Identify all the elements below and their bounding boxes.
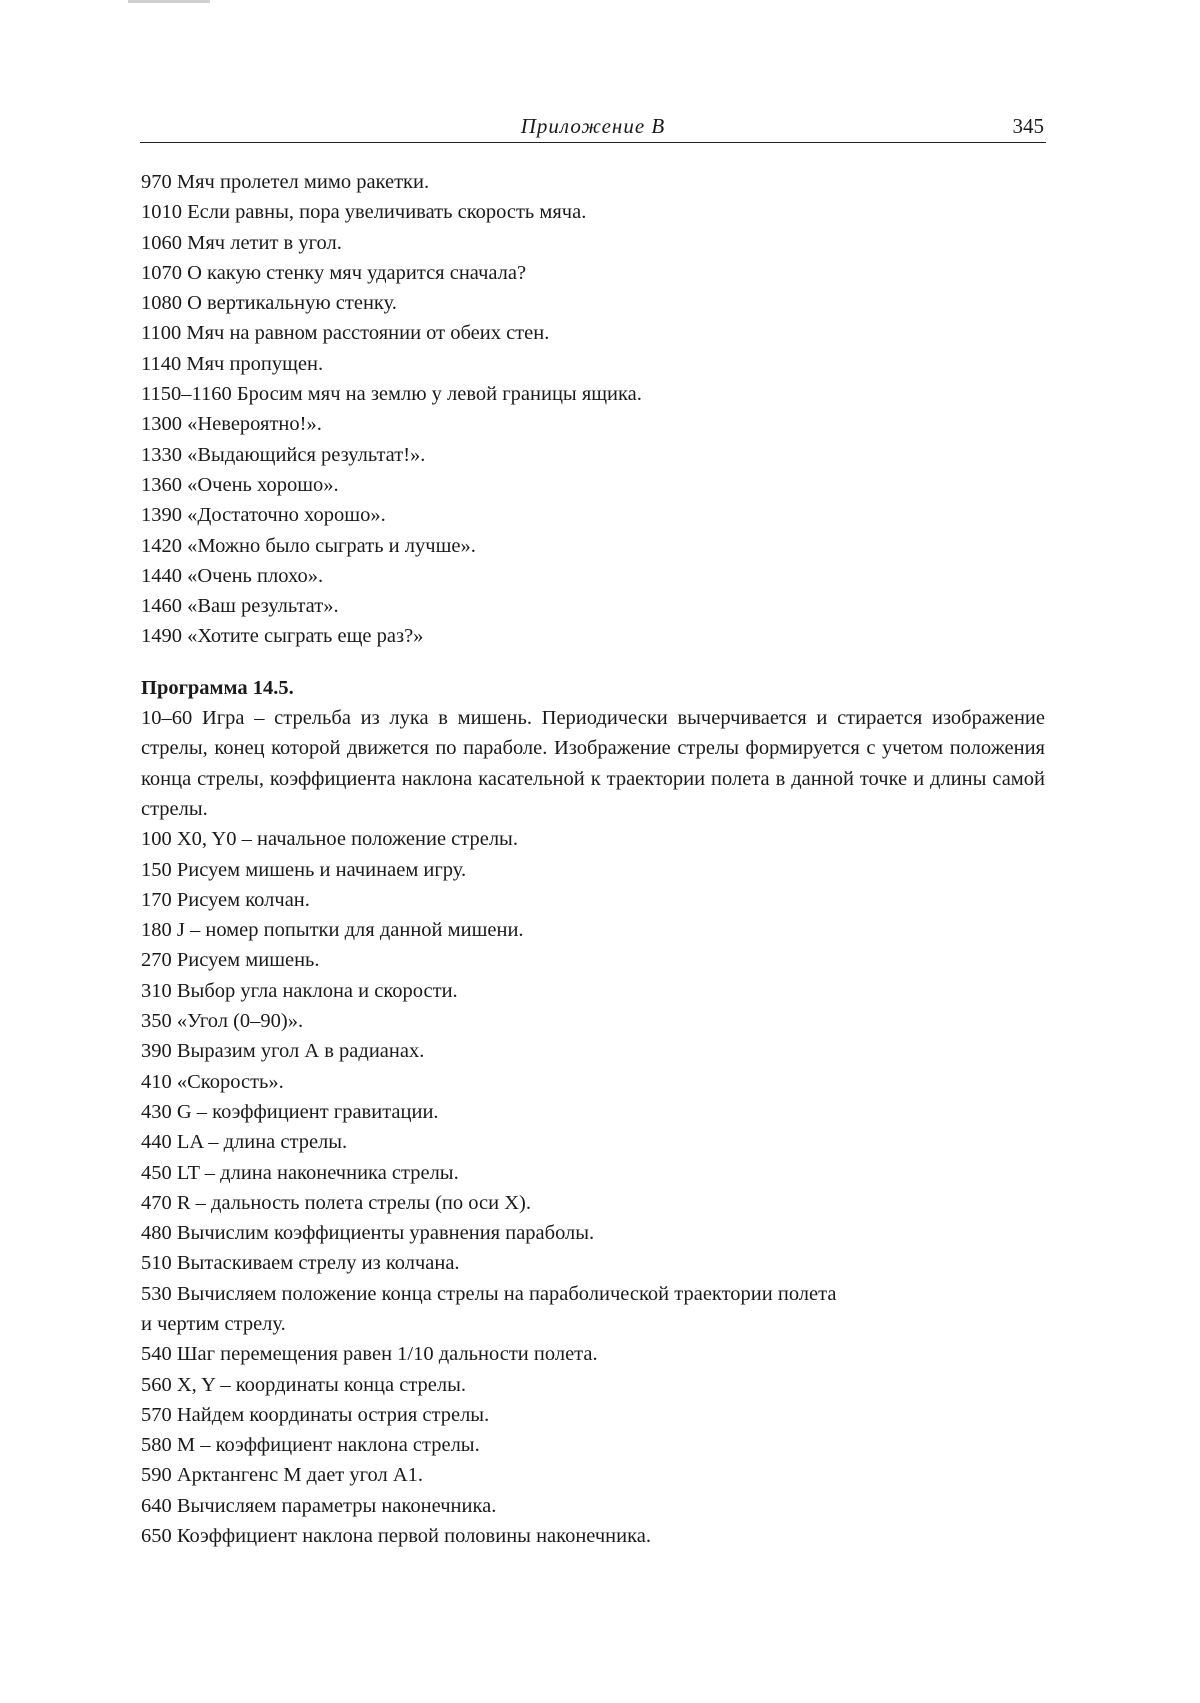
note-line: 180 J – номер попытки для данной мишени. [141,919,524,942]
note-line: 1490 «Хотите сыграть еще раз?» [141,625,424,648]
note-line: 270 Рисуем мишень. [141,949,320,972]
program-intro-paragraph: 10–60 Игра – стрельба из лука в мишень. Периодически вычерчивается и стирается изображение стрелы, конец которой движется по параболе. Изображение стрелы формируется с учетом положения конца стрелы, коэффициента наклона касательной к траектории полета в данной точке и длины самой стрелы. [141,707,1045,820]
note-line: 1150–1160 Бросим мяч на землю у левой границы ящика. [141,383,642,406]
note-line: и чертим стрелу. [141,1312,286,1335]
note-line: 1010 Если равны, пора увеличивать скорость мяча. [141,201,587,224]
note-line: 570 Найдем координаты острия стрелы. [141,1403,490,1426]
note-line: 510 Вытаскиваем стрелу из колчана. [141,1252,460,1275]
page-body [141,167,1045,1551]
note-line: 390 Выразим угол А в радианах. [141,1040,425,1063]
note-line: 430 G – коэффициент гравитации. [141,1100,439,1123]
running-head [140,112,1046,143]
note-line: 480 Вычислим коэффициенты уравнения параболы. [141,1222,595,1245]
note-line: 310 Выбор угла наклона и скорости. [141,979,458,1002]
note-line: 1140 Мяч пропущен. [141,352,324,375]
note-line: 1420 «Можно было сыграть и лучше». [141,534,476,557]
note-line: 1300 «Невероятно!». [141,413,322,436]
note-line: 640 Вычисляем параметры наконечника. [141,1494,497,1517]
note-line: 1060 Мяч летит в угол. [141,231,342,254]
note-line: 1080 О вертикальную стенку. [141,292,397,315]
note-line: 1100 Мяч на равном расстоянии от обеих стен. [141,322,550,345]
note-line: 970 Мяч пролетел мимо ракетки. [141,171,430,193]
note-line: 540 Шаг перемещения равен 1/10 дальности полета. [141,1343,598,1366]
running-head-title: Приложение B [520,114,666,138]
note-line: 1070 О какую стенку мяч ударится сначала? [141,261,527,284]
note-line: 1440 «Очень плохо». [141,564,324,587]
note-line: 1460 «Ваш результат». [141,595,339,618]
note-line: 470 R – дальность полета стрелы (по оси X). [141,1191,531,1214]
note-line: 1390 «Достаточно хорошо». [141,504,386,527]
note-line: 440 LA – длина стрелы. [141,1131,348,1154]
note-line: 410 «Скорость». [141,1070,284,1093]
note-line: 170 Рисуем колчан. [141,888,310,911]
program-notes-list [141,824,1045,1551]
note-line: 650 Коэффициент наклона первой половины наконечника. [141,1525,651,1548]
note-line: 1360 «Очень хорошо». [141,473,339,496]
program-heading: Программа 14.5. [141,676,294,699]
note-line: 580 M – коэффициент наклона стрелы. [141,1434,480,1457]
note-line: 530 Вычисляем положение конца стрелы на параболической траектории полета [141,1282,837,1305]
scan-edge-mark [128,0,210,3]
note-line: 350 «Угол (0–90)». [141,1010,304,1033]
note-line: 1330 «Выдающийся результат!». [141,443,426,466]
note-line: 150 Рисуем мишень и начинаем игру. [141,858,467,881]
note-line: 100 X0, Y0 – начальное положение стрелы. [141,828,518,851]
note-line: 590 Арктангенс M дает угол A1. [141,1464,424,1487]
section-notes-list [141,167,1045,652]
note-line: 450 LT – длина наконечника стрелы. [141,1161,459,1184]
page-number: 345 [1012,114,1044,138]
note-line: 560 X, Y – координаты конца стрелы. [141,1373,467,1396]
